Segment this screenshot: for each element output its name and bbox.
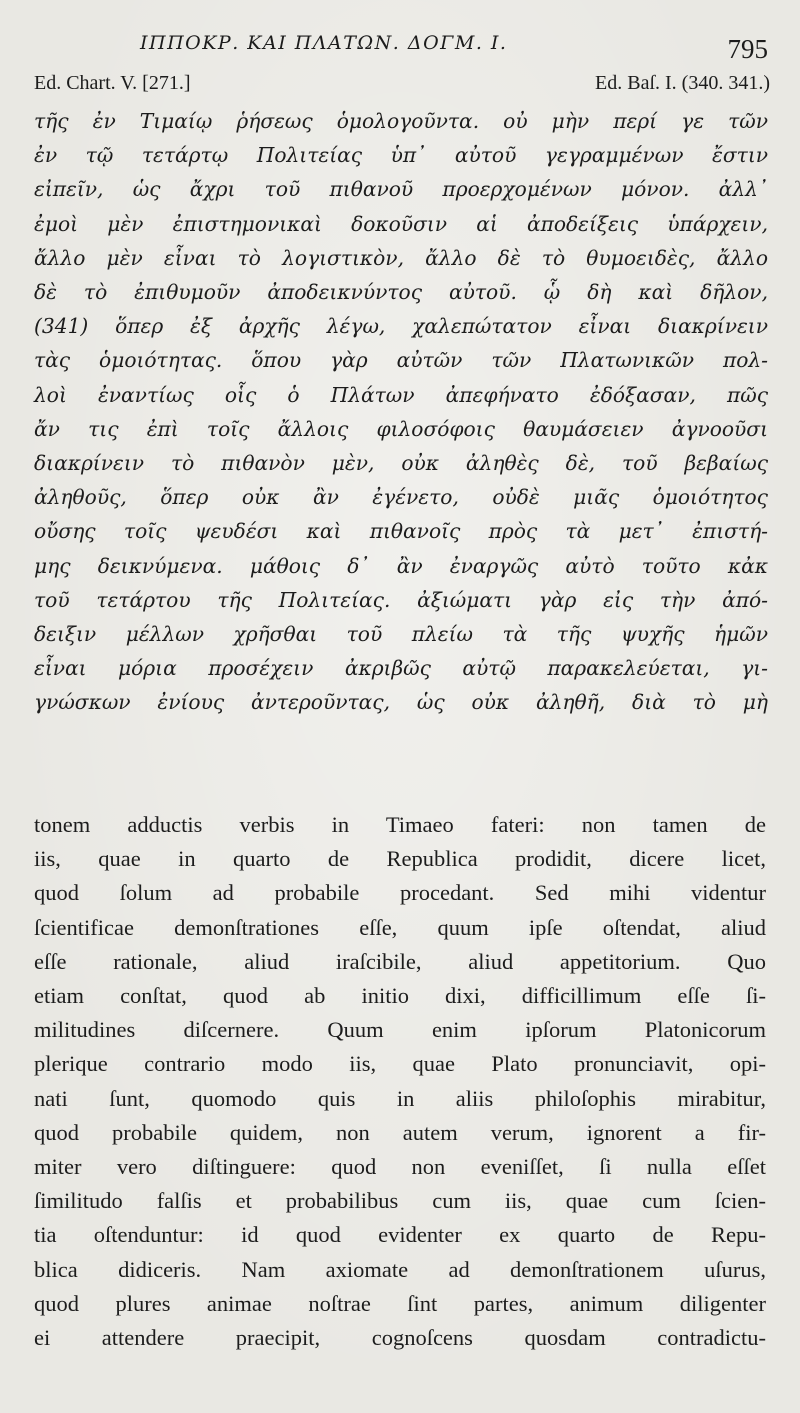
latin-line: ei attendere praecipit, cognoſcens quosdam contradictu- [34, 1325, 766, 1351]
latin-line: plerique contrario modo iis, quae Plato pronunciavit, opi- [34, 1051, 766, 1077]
latin-line: tonem adductis verbis in Timaeo fateri: non tamen de [34, 812, 766, 837]
greek-line: εἶναι μόρια προσέχειν ἀκριβῶς αὐτῷ παρακελεύεται, γι- [34, 656, 768, 681]
greek-line: μης δεικνύμενα. μάθοις δ᾽ ἂν ἐναργῶς αὐτὸ τοῦτο κἀκ [34, 553, 768, 578]
greek-line: τὰς ὁμοιότητας. ὅπου γὰρ αὐτῶν τῶν Πλατωνικῶν πολ- [34, 348, 768, 373]
page-number: 795 [727, 34, 768, 64]
greek-line: ἐν τῷ τετάρτῳ Πολιτείας ὑπ᾽ αὐτοῦ γεγραμμένων ἔστιν [34, 143, 768, 168]
greek-line: τῆς ἐν Τιμαίῳ ῥήσεως ὁμολογοῦντα. οὐ μὴν περί γε τῶν [34, 109, 768, 133]
edition-references [34, 72, 770, 100]
latin-line: etiam conſtat, quod ab initio dixi, difficillimum eſſe ſi- [34, 983, 766, 1009]
latin-line: tia oſtenduntur: id quod evidenter ex quarto de Repu- [34, 1222, 766, 1248]
greek-line: ἐμοὶ μὲν ἐπιστημονικαὶ δοκοῦσιν αἱ ἀποδείξεις ὑπάρχειν, [34, 211, 768, 236]
latin-line: eſſe rationale, aliud iraſcibile, aliud appetitorium. Quo [34, 948, 766, 974]
greek-line: λοὶ ἐναντίως οἷς ὁ Πλάτων ἀπεφήνατο ἐδόξασαν, πῶς [34, 382, 768, 407]
latin-line: ſimilitudo falſis et probabilibus cum iis, quae cum ſcien- [34, 1188, 766, 1214]
latin-line: ſcientificae demonſtrationes eſſe, quum ipſe oſtendat, aliud [34, 914, 766, 940]
latin-line: quod plures animae noſtrae ſint partes, animum diligenter [34, 1290, 766, 1316]
greek-line: τοῦ τετάρτου τῆς Πολιτείας. ἀξιώματι γὰρ εἰς τὴν ἀπό- [34, 587, 768, 612]
latin-line: miter vero diſtinguere: quod non eveniſſet, ſi nulla eſſet [34, 1154, 766, 1180]
latin-line: quod probabile quidem, non autem verum, ignorent a fir- [34, 1119, 766, 1145]
greek-line: (341) ὅπερ ἐξ ἀρχῆς λέγω, χαλεπώτατον εἶναι διακρίνειν [34, 314, 768, 339]
latin-line: blica didiceris. Nam axiomate ad demonſtrationem uſurus, [34, 1256, 766, 1282]
latin-line: militudines diſcernere. Quum enim ipſorum Platonicorum [34, 1017, 766, 1043]
greek-line: ἄν τις ἐπὶ τοῖς ἄλλοις φιλοσόφοις θαυμάσειεν ἀγνοοῦσι [34, 416, 768, 441]
latin-line: nati ſunt, quomodo quis in aliis philoſophis mirabitur, [34, 1085, 766, 1111]
latin-text-block [34, 808, 766, 1355]
greek-line: γνώσκων ἐνίους ἀντεροῦντας, ὡς οὐκ ἀληθῆ, διὰ τὸ μὴ [34, 690, 768, 715]
running-head [0, 28, 800, 68]
greek-line: οὔσης τοῖς ψευδέσι καὶ πιθανοῖς πρὸς τὰ μετ᾽ ἐπιστή- [34, 519, 768, 544]
greek-line: δειξιν μέλλων χρῆσθαι τοῦ πλείω τὰ τῆς ψυχῆς ἡμῶν [34, 622, 768, 647]
latin-line: iis, quae in quarto de Republica prodidit, dicere licet, [34, 846, 766, 872]
greek-line: ἀληθοῦς, ὅπερ οὐκ ἂν ἐγένετο, οὐδὲ μιᾶς ὁμοιότητος [34, 485, 768, 510]
edition-reference-basel: Ed. Baſ. I. (340. 341.) [595, 72, 770, 94]
greek-line: διακρίνειν τὸ πιθανὸν μὲν, οὐκ ἀληθὲς δὲ, τοῦ βεβαίως [34, 451, 768, 476]
edition-reference-chartier: Ed. Chart. V. [271.] [34, 72, 191, 94]
greek-text-block [34, 104, 768, 720]
greek-line: ἄλλο μὲν εἶναι τὸ λογιστικὸν, ἄλλο δὲ τὸ θυμοειδὲς, ἄλλο [34, 245, 768, 270]
latin-line: quod ſolum ad probabile procedant. Sed mihi videntur [34, 880, 766, 906]
running-title: ΙΠΠΟΚΡ. ΚΑΙ ΠΛΑΤΩΝ. ΔΟΓΜ. Ι. [140, 32, 508, 54]
greek-line: εἰπεῖν, ὡς ἄχρι τοῦ πιθανοῦ προερχομένων μόνον. ἀλλ᾽ [34, 177, 768, 202]
greek-line: δὲ τὸ ἐπιθυμοῦν ἀποδεικνύντος αὐτοῦ. ᾧ δὴ καὶ δῆλον, [34, 280, 768, 305]
